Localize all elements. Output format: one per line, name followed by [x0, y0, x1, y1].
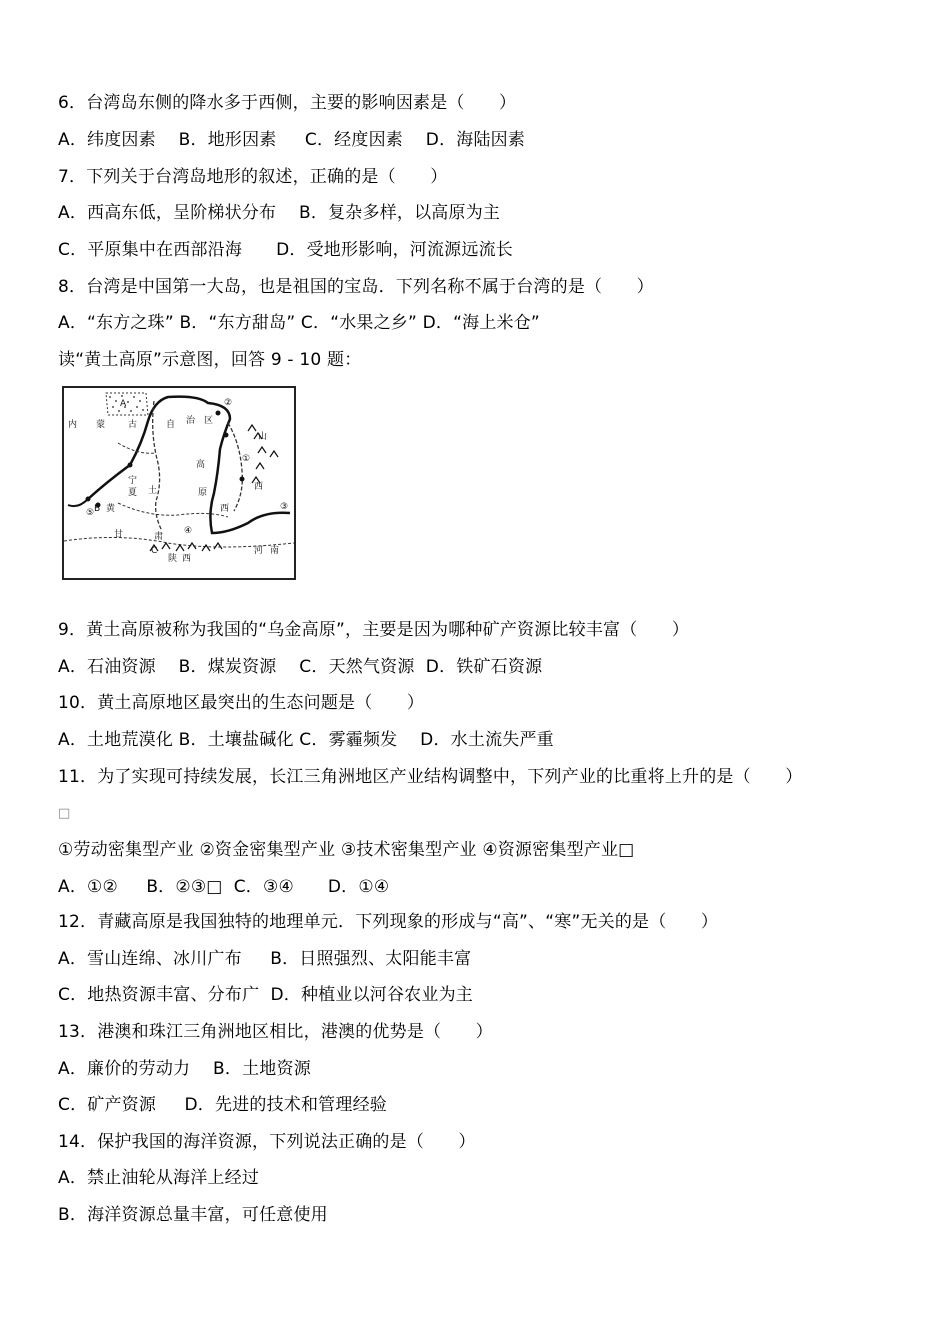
q12-options-cd: C．地热资源丰富、分布广 D．种植业以河谷农业为主: [58, 985, 473, 1005]
q10-options: A．土地荒漠化 B．土壤盐碱化 C．雾霾频发 D．水土流失严重: [58, 730, 554, 750]
label-3: ③: [280, 502, 289, 512]
q12-stem: 12．青藏高原是我国独特的地理单元．下列现象的形成与“高”、“寒”无关的是（ ）: [58, 912, 719, 932]
q10-stem: 10．黄土高原地区最突出的生态问题是（ ）: [58, 693, 425, 713]
svg-text:夏: 夏: [128, 488, 138, 498]
label-1: ①: [242, 454, 251, 464]
map-instruction: 读“黄土高原”示意图，回答 9 - 10 题：: [58, 350, 362, 370]
svg-text:蒙: 蒙: [96, 420, 106, 430]
svg-text:西: 西: [182, 554, 192, 564]
svg-text:西: 西: [220, 504, 230, 514]
q11-placeholder: □: [58, 806, 71, 821]
label-2: ②: [224, 398, 233, 408]
svg-text:治: 治: [186, 416, 196, 426]
svg-text:古: 古: [128, 420, 138, 430]
q13-options-cd: C．矿产资源 D．先进的技术和管理经验: [58, 1095, 387, 1115]
svg-text:区: 区: [204, 416, 214, 426]
q8-options: A．“东方之珠” B．“东方甜岛” C．“水果之乡” D．“海上米仓”: [58, 313, 540, 333]
q11-stem: 11．为了实现可持续发展，长江三角洲地区产业结构调整中，下列产业的比重将上升的是（ ）: [58, 767, 803, 787]
label-b: B: [94, 504, 101, 514]
q7-options-ab: A．西高东低，呈阶梯状分布 B．复杂多样，以高原为主: [58, 203, 501, 223]
q6-options: A．纬度因素 B．地形因素 C．经度因素 D．海陆因素: [58, 130, 526, 150]
label-c: C: [151, 546, 158, 556]
q14-option-a: A．禁止油轮从海洋上经过: [58, 1168, 260, 1188]
svg-text:西: 西: [254, 482, 264, 492]
q11-options: A．①② B．②③□ C．③④ D．①④: [58, 877, 390, 897]
svg-text:宁: 宁: [128, 476, 138, 486]
q11-items: ①劳动密集型产业 ②资金密集型产业 ③技术密集型产业 ④资源密集型产业□: [58, 840, 635, 860]
svg-text:山: 山: [258, 432, 268, 442]
svg-text:南: 南: [270, 546, 280, 556]
label-4: ④: [184, 526, 193, 536]
q6-stem: 6．台湾岛东侧的降水多于西侧，主要的影响因素是（ ）: [58, 93, 517, 113]
svg-text:河: 河: [254, 546, 264, 556]
svg-text:甘: 甘: [114, 530, 124, 540]
svg-text:高: 高: [196, 460, 206, 470]
svg-text:内: 内: [68, 420, 78, 430]
q12-options-ab: A．雪山连绵、冰川广布 B．日照强烈、太阳能丰富: [58, 949, 472, 969]
svg-text:肃: 肃: [154, 532, 164, 542]
svg-text:土: 土: [148, 486, 158, 496]
q8-stem: 8．台湾是中国第一大岛，也是祖国的宝岛．下列名称不属于台湾的是（ ）: [58, 277, 654, 297]
q7-stem: 7．下列关于台湾岛地形的叙述，正确的是（ ）: [58, 167, 448, 187]
q13-options-ab: A．廉价的劳动力 B．土地资源: [58, 1059, 311, 1079]
label-a: A: [120, 399, 127, 409]
svg-text:黄: 黄: [106, 504, 116, 514]
q14-stem: 14．保护我国的海洋资源，下列说法正确的是（ ）: [58, 1132, 476, 1152]
q9-options: A．石油资源 B．煤炭资源 C．天然气资源 D．铁矿石资源: [58, 657, 543, 677]
q9-stem: 9．黄土高原被称为我国的“乌金高原”，主要是因为哪种矿产资源比较丰富（ ）: [58, 620, 690, 640]
label-5: ⑤: [86, 508, 95, 518]
svg-text:原: 原: [198, 488, 208, 498]
svg-text:自: 自: [166, 420, 176, 430]
svg-text:陕: 陕: [168, 554, 178, 564]
q14-option-b: B．海洋资源总量丰富，可任意使用: [58, 1205, 328, 1225]
q7-options-cd: C．平原集中在西部沿海 D．受地形影响，河流源远流长: [58, 240, 513, 260]
loess-plateau-map: [58, 383, 298, 583]
q13-stem: 13．港澳和珠江三角洲地区相比，港澳的优势是（ ）: [58, 1022, 493, 1042]
